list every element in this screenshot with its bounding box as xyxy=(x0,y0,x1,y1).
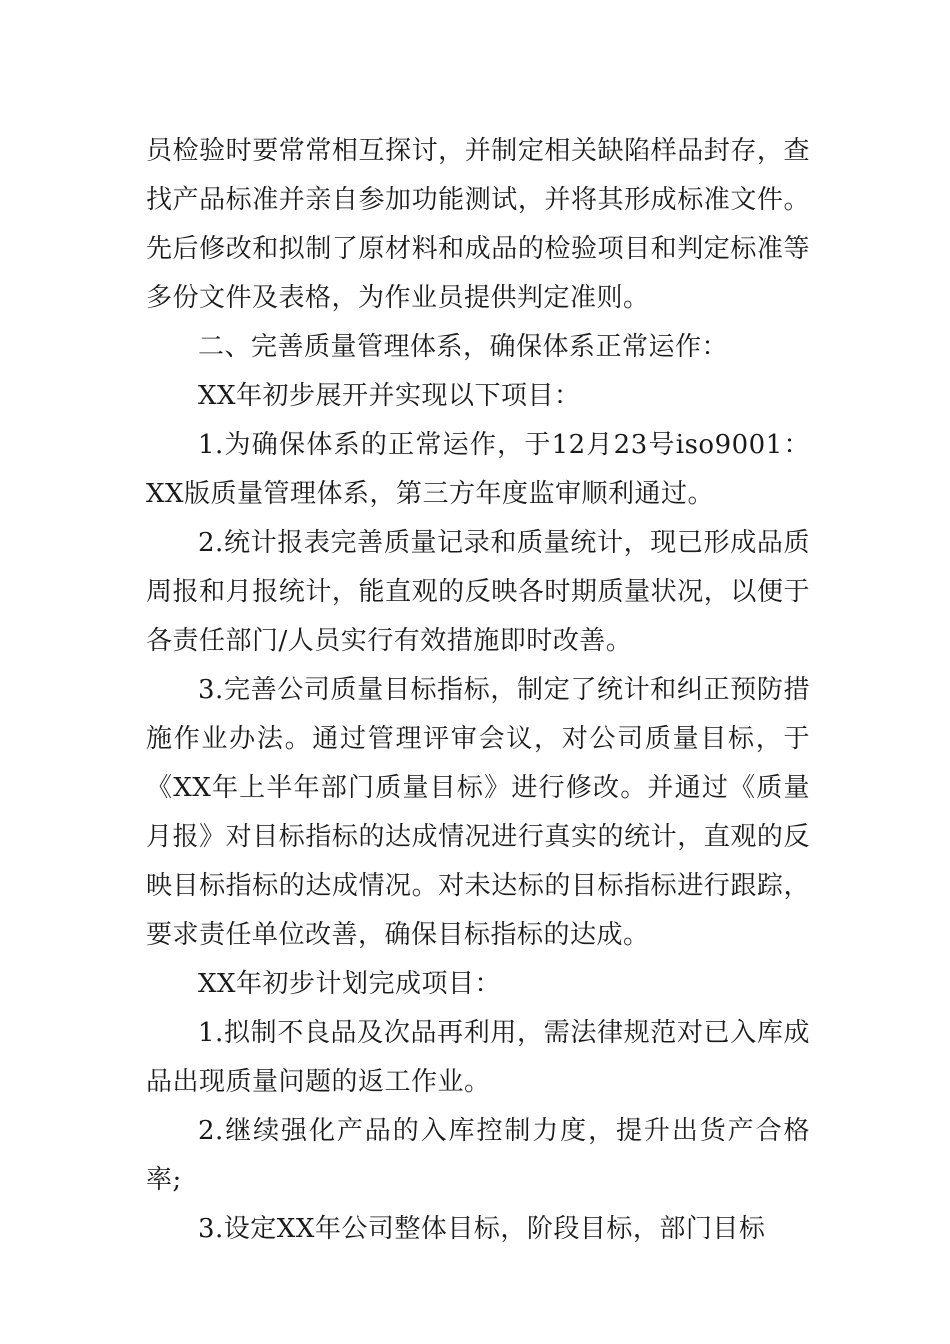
list-item-planned-2: 2.继续强化产品的入库控制力度，提升出货产合格率; xyxy=(146,1116,810,1195)
subheading-planned-items: XX年初步计划完成项目： xyxy=(198,969,502,999)
list-item-completed-3: 3.完善公司质量目标指标，制定了统计和纠正预防措施作业办法。通过管理评审会议，对公司质量目标，于《XX年上半年部门质量目标》进行修改。并通过《质量月报》对目标指标的达成情况进行真实的统计，直观的反映目标指标的达成情况。对未达标的目标指标进行跟踪，要求责任单位改善，确保目标指标的达成。 xyxy=(146,675,810,950)
list-item-completed-1: 1.为确保体系的正常运作，于12月23号iso9001：XX版质量管理体系，第三方年度监审顺利通过。 xyxy=(146,430,810,509)
list-item-completed-2: 2.统计报表完善质量记录和质量统计，现已形成品质周报和月报统计，能直观的反映各时期质量状况，以便于各责任部门/人员实行有效措施即时改善。 xyxy=(146,528,810,656)
document-body xyxy=(146,127,810,1254)
list-item-planned-3: 3.设定XX年公司整体目标，阶段目标，部门目标 xyxy=(198,1214,766,1244)
list-item-planned-1: 1.拟制不良品及次品再利用，需法律规范对已入库成品出现质量问题的返工作业。 xyxy=(146,1018,810,1097)
paragraph-continuation: 员检验时要常常相互探讨，并制定相关缺陷样品封存，查找产品标准并亲自参加功能测试，并将其形成标准文件。先后修改和拟制了原材料和成品的检验项目和判定标准等多份文件及表格，为作业员提供判定准则。 xyxy=(146,136,810,313)
subheading-completed-items: XX年初步展开并实现以下项目： xyxy=(198,381,581,411)
section-heading-quality-system: 二、完善质量管理体系，确保体系正常运作： xyxy=(198,332,729,362)
